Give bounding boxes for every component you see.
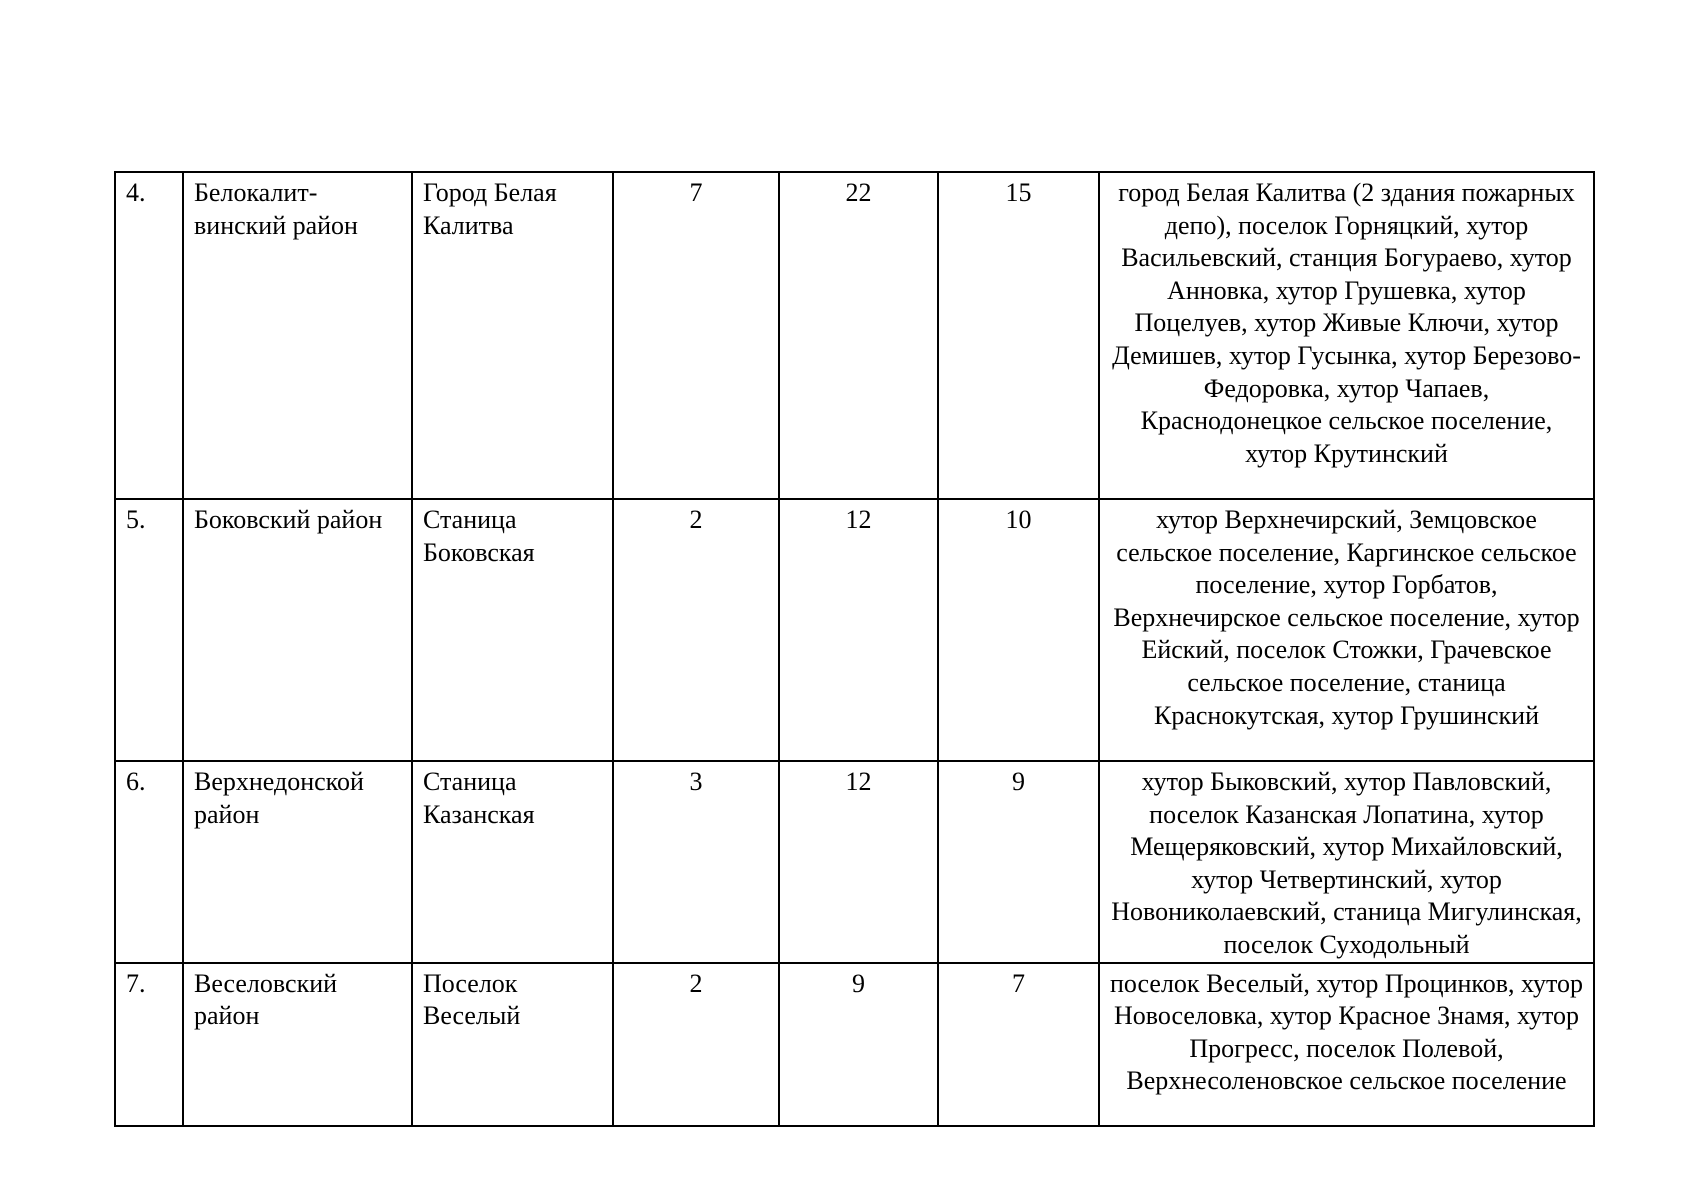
table-row <box>115 499 1594 761</box>
admin-center: Город Белая Калитва <box>412 172 613 499</box>
table-row <box>115 963 1594 1126</box>
count-2: 12 <box>779 761 938 963</box>
settlements-list: город Белая Калитва (2 здания пожарных депо), поселок Горняцкий, хутор Васильевский, станция Богураево, хутор Анновка, хутор Грушевка, хутор Поцелуев, хутор Живые Ключи, хутор Демишев, хутор Гусынка, хутор Березово-Федоровка, хутор Чапаев, Краснодонецкое сельское поселение, хутор Крутинский <box>1099 172 1594 499</box>
row-number: 7. <box>115 963 183 1126</box>
settlements-list: хутор Верхнечирский, Земцовское сельское поселение, Каргинское сельское поселение, хутор Горбатов, Верхнечирское сельское поселение, хутор Ейский, поселок Стожки, Грачевское сельское поселение, станица Краснокутская, хутор Грушинский <box>1099 499 1594 761</box>
count-3: 15 <box>938 172 1099 499</box>
count-3: 9 <box>938 761 1099 963</box>
admin-center: Станица Боковская <box>412 499 613 761</box>
count-2: 9 <box>779 963 938 1126</box>
row-number: 6. <box>115 761 183 963</box>
row-number: 4. <box>115 172 183 499</box>
admin-center: Поселок Веселый <box>412 963 613 1126</box>
district-name: Верхнедонской район <box>183 761 412 963</box>
admin-center: Станица Казанская <box>412 761 613 963</box>
count-2: 22 <box>779 172 938 499</box>
count-1: 7 <box>613 172 779 499</box>
table-row <box>115 172 1594 499</box>
table-row <box>115 761 1594 963</box>
count-2: 12 <box>779 499 938 761</box>
row-number: 5. <box>115 499 183 761</box>
districts-table <box>114 171 1595 1127</box>
count-3: 7 <box>938 963 1099 1126</box>
settlements-list: хутор Быковский, хутор Павловский, поселок Казанская Лопатина, хутор Мещеряковский, хутор Михайловский, хутор Четвертинский, хутор Новониколаевский, станица Мигулинская, поселок Суходольный <box>1099 761 1594 963</box>
district-name: Веселовский район <box>183 963 412 1126</box>
settlements-list: поселок Веселый, хутор Процинков, хутор Новоселовка, хутор Красное Знамя, хутор Прогресс, поселок Полевой, Верхнесоленовское сельское поселение <box>1099 963 1594 1126</box>
count-3: 10 <box>938 499 1099 761</box>
count-1: 2 <box>613 963 779 1126</box>
district-name: Боковский район <box>183 499 412 761</box>
district-name: Белокалит-винский район <box>183 172 412 499</box>
count-1: 3 <box>613 761 779 963</box>
count-1: 2 <box>613 499 779 761</box>
